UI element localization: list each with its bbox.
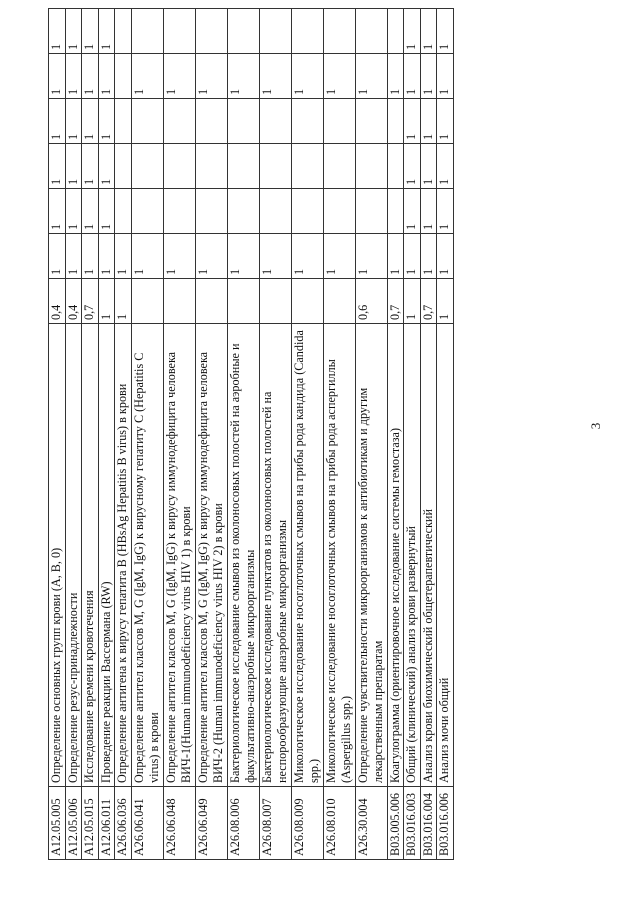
value-cell: 1 xyxy=(227,54,259,99)
value-cell xyxy=(195,279,227,324)
service-code-cell: A26.08.010 xyxy=(323,787,355,860)
value-cell: 1 xyxy=(82,189,99,234)
page-number-wrap xyxy=(588,400,604,452)
value-cell: 1 xyxy=(404,9,421,54)
value-cell: 1 xyxy=(49,189,66,234)
value-cell xyxy=(259,144,291,189)
value-cell xyxy=(131,9,163,54)
table-row xyxy=(291,9,323,860)
value-cell: 1 xyxy=(227,234,259,279)
table-row xyxy=(98,9,115,860)
value-cell xyxy=(115,144,132,189)
table-row xyxy=(131,9,163,860)
value-cell: 1 xyxy=(49,54,66,99)
value-cell: 1 xyxy=(437,234,454,279)
value-cell: 1 xyxy=(404,234,421,279)
value-cell: 1 xyxy=(291,54,323,99)
table-row xyxy=(355,9,387,860)
table-row xyxy=(82,9,99,860)
table-row xyxy=(163,9,195,860)
value-cell: 1 xyxy=(65,54,82,99)
service-name-cell: Общий (клинический) анализ крови развернутый xyxy=(404,324,421,787)
value-cell xyxy=(259,189,291,234)
service-name-cell: Определение антител классов M, G (IgM, IgG) к вирусному гепатиту С (Hepatitis C virus) в крови xyxy=(131,324,163,787)
value-cell: 0,7 xyxy=(82,279,99,324)
value-cell: 1 xyxy=(404,144,421,189)
value-cell xyxy=(387,189,404,234)
value-cell: 1 xyxy=(291,234,323,279)
value-cell xyxy=(323,144,355,189)
value-cell xyxy=(291,99,323,144)
table-row xyxy=(49,9,66,860)
value-cell: 1 xyxy=(82,9,99,54)
value-cell: 1 xyxy=(195,234,227,279)
value-cell: 1 xyxy=(82,54,99,99)
value-cell xyxy=(355,144,387,189)
value-cell xyxy=(131,99,163,144)
value-cell xyxy=(387,144,404,189)
page-number: 3 xyxy=(588,422,603,430)
service-code-cell: A12.05.006 xyxy=(65,787,82,860)
value-cell: 1 xyxy=(437,279,454,324)
value-cell xyxy=(131,144,163,189)
value-cell: 1 xyxy=(49,144,66,189)
value-cell: 1 xyxy=(259,54,291,99)
service-code-cell: B03.016.006 xyxy=(437,787,454,860)
service-name-cell: Определение чувствительности микроорганизмов к антибиотикам и другим лекарственным препаратам xyxy=(355,324,387,787)
value-cell: 1 xyxy=(437,9,454,54)
service-code-cell: A12.06.011 xyxy=(98,787,115,860)
service-name-cell: Определение резус-принадлежности xyxy=(65,324,82,787)
table-row xyxy=(437,9,454,860)
value-cell: 1 xyxy=(420,234,437,279)
table-row xyxy=(404,9,421,860)
value-cell xyxy=(195,144,227,189)
value-cell: 1 xyxy=(387,54,404,99)
value-cell: 1 xyxy=(437,144,454,189)
value-cell: 1 xyxy=(65,144,82,189)
value-cell xyxy=(163,99,195,144)
service-name-cell: Бактериологическое исследование смывов из околоносовых полостей на аэробные и факультативно-анаэробные микроорганизмы xyxy=(227,324,259,787)
value-cell: 1 xyxy=(437,99,454,144)
value-cell xyxy=(115,189,132,234)
value-cell: 1 xyxy=(98,99,115,144)
value-cell xyxy=(259,9,291,54)
service-code-cell: A26.06.041 xyxy=(131,787,163,860)
value-cell xyxy=(259,99,291,144)
value-cell xyxy=(163,144,195,189)
value-cell: 1 xyxy=(163,234,195,279)
value-cell: 0,7 xyxy=(387,279,404,324)
value-cell: 1 xyxy=(323,234,355,279)
value-cell xyxy=(387,99,404,144)
value-cell: 1 xyxy=(98,189,115,234)
value-cell xyxy=(131,189,163,234)
value-cell: 1 xyxy=(49,99,66,144)
value-cell: 1 xyxy=(115,279,132,324)
service-code-cell: A12.05.015 xyxy=(82,787,99,860)
service-code-cell: A26.08.009 xyxy=(291,787,323,860)
value-cell xyxy=(355,99,387,144)
value-cell: 1 xyxy=(404,99,421,144)
value-cell: 1 xyxy=(195,54,227,99)
value-cell: 1 xyxy=(98,279,115,324)
service-name-cell: Микологическое исследование носоглоточных смывов на грибы рода кандида (Candida spp.) xyxy=(291,324,323,787)
service-name-cell: Бактериологическое исследование пунктатов из околоносовых полостей на неспорообразующие анаэробные микроорганизмы xyxy=(259,324,291,787)
value-cell: 1 xyxy=(98,144,115,189)
value-cell: 0,4 xyxy=(65,279,82,324)
value-cell xyxy=(195,189,227,234)
service-code-cell: B03.016.004 xyxy=(420,787,437,860)
value-cell xyxy=(323,9,355,54)
table-row xyxy=(259,9,291,860)
service-name-cell: Анализ крови биохимический общетерапевтический xyxy=(420,324,437,787)
value-cell: 1 xyxy=(98,9,115,54)
value-cell: 1 xyxy=(98,54,115,99)
value-cell xyxy=(323,279,355,324)
value-cell: 1 xyxy=(82,99,99,144)
value-cell: 1 xyxy=(49,9,66,54)
service-name-cell: Анализ мочи общий xyxy=(437,324,454,787)
value-cell xyxy=(115,99,132,144)
value-cell: 1 xyxy=(437,54,454,99)
value-cell xyxy=(115,9,132,54)
value-cell xyxy=(163,9,195,54)
value-cell: 1 xyxy=(404,279,421,324)
value-cell xyxy=(227,9,259,54)
value-cell: 1 xyxy=(404,54,421,99)
value-cell xyxy=(131,279,163,324)
value-cell: 1 xyxy=(65,99,82,144)
table-row xyxy=(420,9,437,860)
value-cell: 1 xyxy=(420,144,437,189)
value-cell xyxy=(323,189,355,234)
value-cell: 1 xyxy=(420,9,437,54)
value-cell: 1 xyxy=(131,54,163,99)
value-cell xyxy=(163,189,195,234)
value-cell: 1 xyxy=(420,99,437,144)
value-cell xyxy=(115,54,132,99)
table-row xyxy=(227,9,259,860)
service-name-cell: Коагулограмма (ориентировочное исследование системы гемостаза) xyxy=(387,324,404,787)
service-code-cell: A26.06.049 xyxy=(195,787,227,860)
value-cell: 1 xyxy=(404,189,421,234)
value-cell: 1 xyxy=(65,189,82,234)
table-row xyxy=(65,9,82,860)
value-cell: 1 xyxy=(355,234,387,279)
table-row xyxy=(115,9,132,860)
value-cell: 1 xyxy=(437,189,454,234)
value-cell: 1 xyxy=(115,234,132,279)
value-cell xyxy=(355,189,387,234)
service-code-cell: B03.016.003 xyxy=(404,787,421,860)
service-name-cell: Проведение реакции Вассермана (RW) xyxy=(98,324,115,787)
value-cell xyxy=(227,279,259,324)
value-cell xyxy=(259,279,291,324)
value-cell xyxy=(291,9,323,54)
value-cell xyxy=(291,279,323,324)
service-code-cell: A26.06.036 xyxy=(115,787,132,860)
value-cell: 1 xyxy=(323,54,355,99)
value-cell xyxy=(355,9,387,54)
value-cell xyxy=(323,99,355,144)
services-table-body xyxy=(49,9,454,860)
value-cell: 1 xyxy=(355,54,387,99)
value-cell: 0,6 xyxy=(355,279,387,324)
value-cell: 0,4 xyxy=(49,279,66,324)
services-table xyxy=(48,8,454,860)
value-cell: 1 xyxy=(82,144,99,189)
table-row xyxy=(323,9,355,860)
value-cell xyxy=(163,279,195,324)
table-row xyxy=(195,9,227,860)
table-row xyxy=(387,9,404,860)
value-cell xyxy=(195,9,227,54)
value-cell: 1 xyxy=(65,9,82,54)
value-cell xyxy=(227,99,259,144)
value-cell: 1 xyxy=(49,234,66,279)
service-code-cell: B03.005.006 xyxy=(387,787,404,860)
value-cell xyxy=(387,9,404,54)
service-code-cell: A26.08.007 xyxy=(259,787,291,860)
value-cell: 1 xyxy=(420,54,437,99)
service-code-cell: A26.30.004 xyxy=(355,787,387,860)
service-name-cell: Исследование времени кровотечения xyxy=(82,324,99,787)
value-cell: 1 xyxy=(98,234,115,279)
service-code-cell: A26.06.048 xyxy=(163,787,195,860)
service-name-cell: Определение антител классов M, G (IgM, IgG) к вирусу иммунодефицита человека ВИЧ-1(Human immunodeficiency virus HIV 1) в крови xyxy=(163,324,195,787)
value-cell: 1 xyxy=(65,234,82,279)
service-name-cell: Определение основных групп крови (А, В, 0) xyxy=(49,324,66,787)
value-cell: 1 xyxy=(259,234,291,279)
value-cell xyxy=(227,189,259,234)
service-code-cell: A12.05.005 xyxy=(49,787,66,860)
value-cell: 0,7 xyxy=(420,279,437,324)
service-name-cell: Определение антигена к вирусу гепатита В (HBsAg Hepatitis B virus) в крови xyxy=(115,324,132,787)
value-cell: 1 xyxy=(420,189,437,234)
value-cell: 1 xyxy=(82,234,99,279)
value-cell: 1 xyxy=(387,234,404,279)
value-cell: 1 xyxy=(163,54,195,99)
service-name-cell: Определение антител классов M, G (IgM, IgG) к вирусу иммунодефицита человека ВИЧ-2 (Human immunodeficiency virus HIV 2) в крови xyxy=(195,324,227,787)
value-cell xyxy=(227,144,259,189)
value-cell xyxy=(291,189,323,234)
service-name-cell: Микологическое исследование носоглоточных смывов на грибы рода аспергиллы (Aspergillus spp.) xyxy=(323,324,355,787)
service-code-cell: A26.08.006 xyxy=(227,787,259,860)
value-cell: 1 xyxy=(131,234,163,279)
value-cell xyxy=(195,99,227,144)
value-cell xyxy=(291,144,323,189)
